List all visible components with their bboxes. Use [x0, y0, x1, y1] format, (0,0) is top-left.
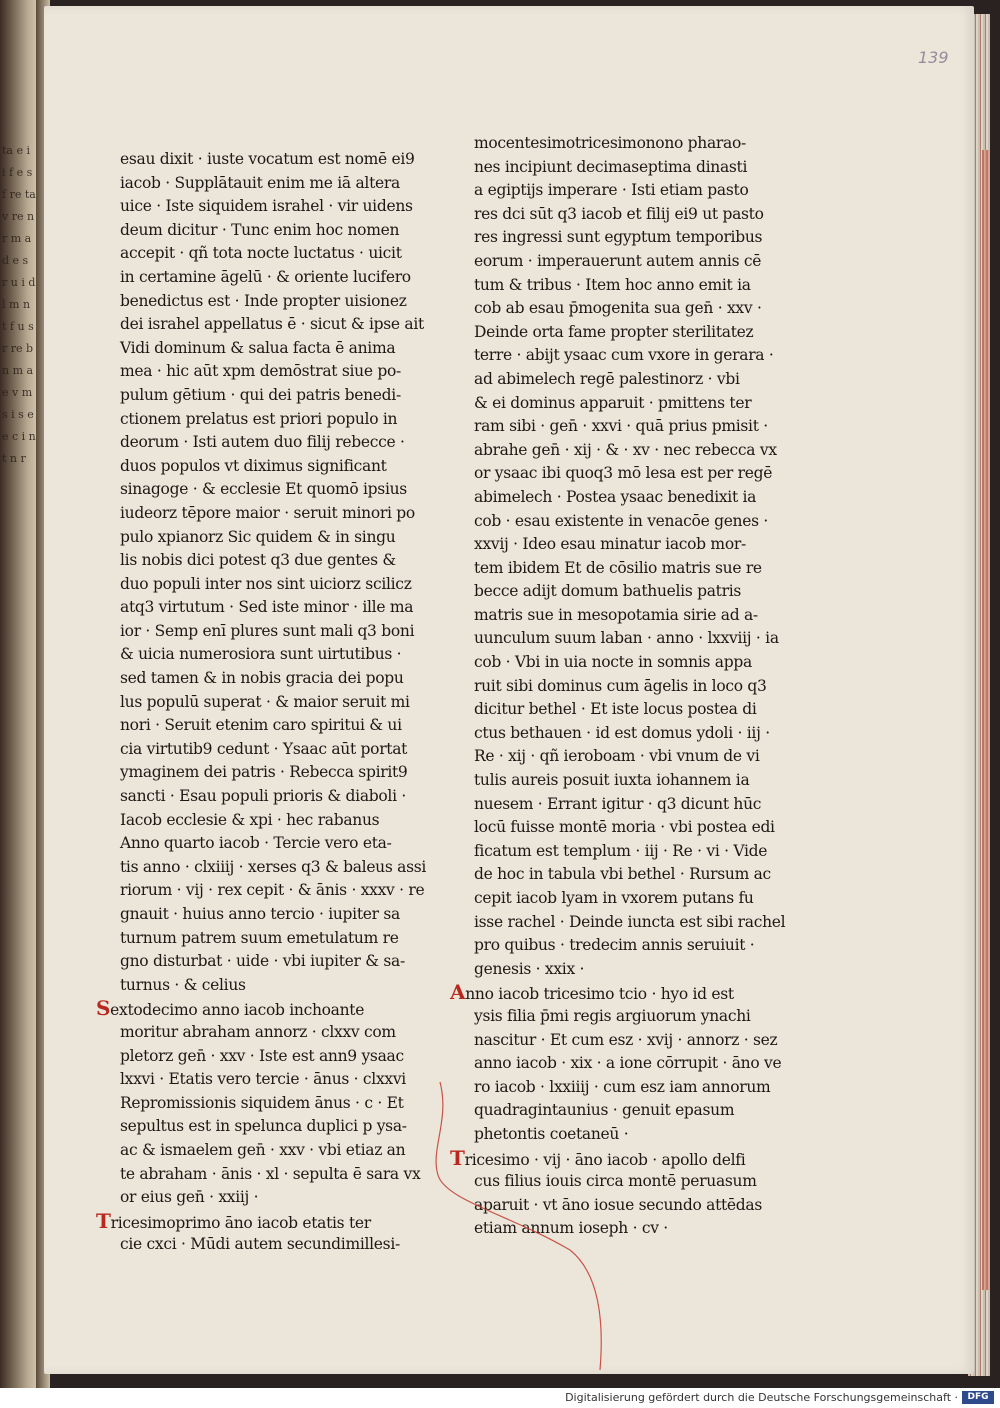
text-line: genesis · xxix ·	[474, 959, 585, 978]
text-line: lus populū superat · & maior seruit mi	[120, 692, 410, 711]
text-line: tum & tribus · Item hoc anno emit ia	[474, 275, 751, 294]
text-line: sancti · Esau populi prioris & diaboli ·	[120, 787, 406, 806]
text-line: ficatum est templum · iij · Re · vi · Vide	[474, 841, 768, 860]
left-page-text-fragment: ta e i i f e s f re ta v re n r m a d e s r u i d l m n t f u s r re b n m a e v m s i s e e c i n t n r	[2, 144, 36, 465]
text-line: ctionem prelatus est priori populo in	[120, 409, 398, 428]
rubricated-initial: T	[450, 1145, 465, 1170]
text-line: tis anno · clxiiij · xerses q3 & baleus assi	[120, 857, 427, 876]
text-line: anno iacob · xix · a ione cōrrupit · āno ve	[474, 1054, 782, 1073]
text-line: Deinde orta fame propter sterilitatez	[474, 322, 754, 341]
text-line: Anno quarto iacob · Tercie vero eta-	[120, 834, 392, 853]
left-page-edge	[0, 0, 40, 1388]
text-line: atq3 virtutum · Sed iste minor · ille ma	[120, 598, 414, 617]
text-line: abimelech · Postea ysaac benedixit ia	[474, 487, 757, 506]
text-line: isse rachel · Deinde iuncta est sibi rachel	[474, 912, 786, 931]
text-line: moritur abraham annorz · clxxv com	[120, 1022, 396, 1041]
text-line: lis nobis dici potest q3 due gentes &	[120, 551, 396, 570]
text-line: ruit sibi dominus cum āgelis in loco q3	[474, 676, 767, 695]
text-line: & uicia numerosiora sunt uirtutibus ·	[120, 645, 402, 664]
text-line: benedictus est · Inde propter uisionez	[120, 291, 407, 310]
text-line: res ingressi sunt egyptum temporibus	[474, 228, 763, 247]
digitization-footer	[0, 1388, 1000, 1408]
text-line: res dci sūt q3 iacob et filij ei9 ut pasto	[474, 204, 764, 223]
text-line: Anno iacob tricesimo tcio · hyo id est	[450, 980, 734, 1005]
text-line: nes incipiunt decimaseptima dinasti	[474, 157, 748, 176]
text-line: Repromissionis siquidem ānus · c · Et	[120, 1093, 404, 1112]
text-line: ctus bethauen · id est domus ydoli · iij ·	[474, 723, 770, 742]
text-line: cob · Vbi in uia nocte in somnis appa	[474, 653, 752, 672]
text-line: & ei dominus apparuit · pmittens ter	[474, 393, 752, 412]
text-line: cepit iacob lyam in vxorem putans fu	[474, 889, 754, 907]
text-line: turnus · & celius	[120, 975, 246, 994]
text-line: deorum · Isti autem duo filij rebecce ·	[120, 433, 405, 452]
text-line: uice · Iste siquidem israhel · vir uidens	[120, 197, 413, 216]
text-line: dei israhel appellatus ē · sicut & ipse ait	[120, 315, 424, 334]
text-line: tem ibidem Et de cōsilio matris sue re	[474, 558, 762, 577]
text-line: lxxvi · Etatis vero tercie · ānus · clxxvi	[120, 1070, 406, 1089]
text-line: riorum · vij · rex cepit · & ānis · xxxv · re	[120, 881, 425, 900]
text-line: quadragintaunius · genuit epasum	[474, 1101, 735, 1120]
text-line: or ysaac ibi quoq3 mō lesa est per regē	[474, 464, 773, 483]
text-line: eorum · imperauerunt autem annis cē	[474, 251, 762, 270]
text-line: cob ab esau p̄mogenita sua gen̄ · xxv ·	[474, 299, 762, 318]
text-line: cia virtutib9 cedunt · Ysaac aūt portat	[120, 739, 408, 758]
text-line: tulis aureis posuit iuxta iohannem ia	[474, 771, 750, 790]
text-line: terre · abijt ysaac cum vxore in gerara ·	[474, 346, 774, 365]
text-line: a egiptijs imperare · Isti etiam pasto	[474, 181, 749, 200]
text-line: pletorz gen̄ · xxv · Iste est ann9 ysaac	[120, 1046, 404, 1065]
text-line: uunculum suum laban · anno · lxxviij · ia	[474, 629, 779, 648]
text-line: nuesem · Errant igitur · q3 dicunt hūc	[474, 794, 762, 813]
text-line: te abraham · ānis · xl · sepulta ē sara vx	[120, 1164, 421, 1183]
text-line: becce adijt domum bathuelis patris	[474, 582, 742, 601]
text-line: gnauit · huius anno tercio · iupiter sa	[120, 905, 400, 923]
text-line: sed tamen & in nobis gracia dei popu	[120, 669, 404, 688]
text-line: phetontis coetaneū ·	[474, 1124, 629, 1143]
text-line: sinagoge · & ecclesie Et quomō ipsius	[120, 480, 407, 499]
text-line: aparuit · vt āno iosue secundo attēdas	[474, 1195, 763, 1214]
text-line: sepultus est in spelunca duplici p ysa-	[120, 1117, 407, 1136]
rubricated-initial: A	[450, 980, 466, 1005]
text-line: cie cxci · Mūdi autem secundimillesi-	[120, 1235, 400, 1254]
text-line: ram sibi · gen̄ · xxvi · quā prius pmisit ·	[474, 417, 768, 436]
dfg-logo: DFG	[962, 1391, 994, 1404]
rubricated-initial: S	[96, 996, 111, 1021]
text-line: abrahe gen̄ · xij · & · xv · nec rebecca vx	[474, 440, 777, 459]
text-line: Tricesimoprimo āno iacob etatis ter	[96, 1208, 371, 1233]
text-line: mocentesimotricesimonono pharao-	[474, 134, 746, 152]
text-line: iudeorz tēpore maior · seruit minori po	[120, 503, 415, 522]
text-line: Tricesimo · vij · āno iacob · apollo delfi	[450, 1145, 746, 1170]
red-page-edges	[982, 150, 990, 1290]
text-line: ior · Semp enī plures sunt mali q3 boni	[120, 621, 415, 640]
text-line: nascitur · Et cum esz · xvij · annorz · sez	[474, 1030, 778, 1049]
rubricated-initial: T	[96, 1208, 111, 1233]
text-line: pulo xpianorz Sic quidem & in singu	[120, 527, 396, 546]
text-line: Sextodecimo anno iacob inchoante	[96, 996, 365, 1021]
text-line: in certamine āgelū · & oriente lucifero	[120, 267, 411, 286]
text-line: duo populi inter nos sint uiciorz scilicz	[120, 574, 412, 593]
text-line: nori · Seruit etenim caro spiritui & ui	[120, 716, 402, 735]
text-line: ac & ismaelem gen̄ · xxv · vbi etiaz an	[120, 1140, 406, 1159]
text-line: iacob · Supplātauit enim me iā altera	[120, 173, 400, 192]
text-line: ymaginem dei patris · Rebecca spirit9	[120, 763, 408, 782]
text-line: accepit · qñ tota nocte luctatus · uicit	[120, 244, 402, 263]
text-line: matris sue in mesopotamia sirie ad a-	[474, 605, 758, 624]
text-line: ysis filia p̄mi regis argiuorum ynachi	[474, 1006, 751, 1025]
text-line: de hoc in tabula vbi bethel · Rursum ac	[474, 865, 771, 884]
text-line: turnum patrem suum emetulatum re	[120, 928, 399, 947]
text-line: cob · esau existente in venacōe genes ·	[474, 511, 769, 530]
text-line: or eius gen̄ · xxiij ·	[120, 1188, 259, 1207]
text-line: gno disturbat · uide · vbi iupiter & sa-	[120, 952, 405, 971]
text-line: pulum gētium · qui dei patris benedi-	[120, 385, 401, 404]
left-text-column	[96, 148, 427, 1257]
text-line: ro iacob · lxxiiij · cum esz iam annorum	[474, 1077, 771, 1096]
text-line: Vidi dominum & salua facta ē anima	[120, 338, 396, 357]
text-line: esau dixit · iuste vocatum est nomē ei9	[120, 150, 415, 168]
footer-credit: Digitalisierung gefördert durch die Deutsche Forschungsgemeinschaft ·	[565, 1391, 958, 1404]
text-line: Re · xij · qñ ieroboam · vbi vnum de vi	[474, 747, 760, 766]
text-line: pro quibus · tredecim annis seruiuit ·	[474, 936, 755, 955]
text-line: Iacob ecclesie & xpi · hec rabanus	[120, 810, 380, 829]
text-line: etiam annum ioseph · cv ·	[474, 1219, 668, 1238]
red-pen-stroke	[420, 1080, 620, 1380]
text-line: mea · hic aūt xpm demōstrat siue po-	[120, 362, 401, 381]
text-line: deum dicitur · Tunc enim hoc nomen	[120, 220, 400, 239]
text-line: ad abimelech regē palestinorz · vbi	[474, 369, 740, 388]
text-line: dicitur bethel · Et iste locus postea di	[474, 700, 757, 719]
text-line: cus filius iouis circa montē peruasum	[474, 1172, 757, 1191]
text-line: xxvij · Ideo esau minatur iacob mor-	[474, 535, 746, 554]
text-line: locū fuisse montē moria · vbi postea edi	[474, 818, 775, 837]
text-line: duos populos vt diximus significant	[120, 456, 387, 475]
folio-number: 139	[918, 48, 949, 67]
right-text-column	[450, 132, 786, 1241]
